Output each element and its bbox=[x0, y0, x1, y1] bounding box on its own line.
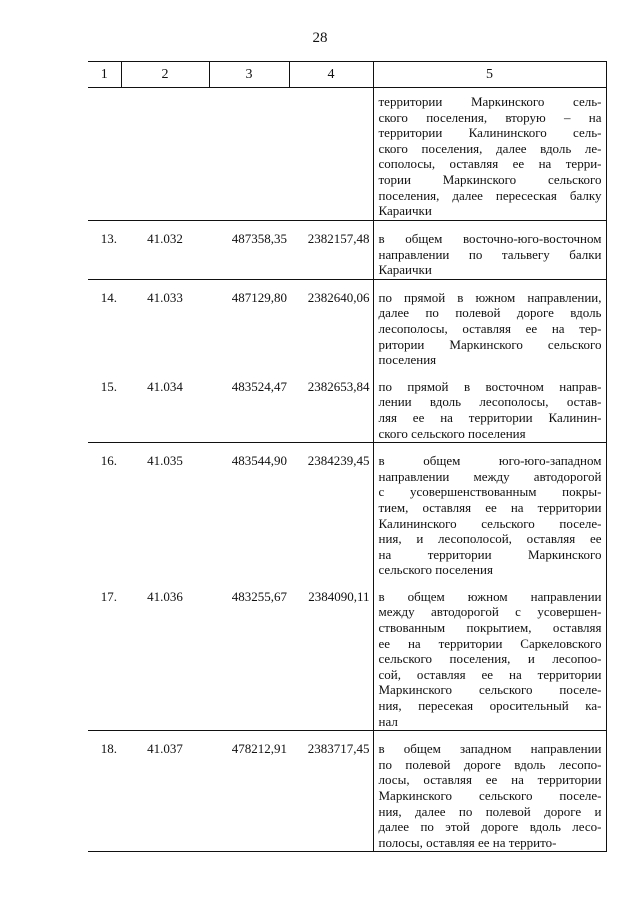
description-line: в общем юго-юго-западном bbox=[378, 453, 602, 469]
description-line: Маркинского сельского поселе- bbox=[378, 682, 602, 698]
description-line: поселения bbox=[378, 352, 437, 368]
description-line: территории Калининского сель- bbox=[378, 125, 602, 141]
number-cell: 18. bbox=[88, 731, 121, 852]
description-line: ского поселения, далее вдоль ле- bbox=[378, 140, 602, 156]
description-line: по прямой в восточном направ- bbox=[378, 378, 602, 394]
number-cell bbox=[88, 88, 121, 221]
description-line: в общем западном направлении bbox=[378, 741, 602, 757]
column-header: 3 bbox=[209, 62, 289, 88]
code-cell: 41.036 bbox=[121, 579, 209, 731]
number-cell: 13. bbox=[88, 221, 121, 280]
code-cell: 41.032 bbox=[121, 221, 209, 280]
description-line: полосы, оставляя ее на террито- bbox=[378, 834, 557, 850]
description-line: ского поселения, вторую – на bbox=[378, 109, 602, 125]
x-cell: 483544,90 bbox=[231, 453, 287, 469]
description-cell bbox=[373, 731, 606, 852]
y-cell: 2382653,84 bbox=[289, 369, 373, 443]
description-line: направлении между автодорогой bbox=[378, 468, 602, 484]
code-cell: 41.034 bbox=[121, 369, 209, 443]
number-cell: 16. bbox=[100, 453, 117, 469]
table-row bbox=[88, 443, 606, 579]
description-line: сополосы, оставляя ее на терри- bbox=[378, 156, 602, 172]
description-line: ского сельского поселения bbox=[378, 425, 526, 441]
description-line: Караички bbox=[378, 203, 432, 219]
description-line: далее по полевой дороге вдоль bbox=[378, 305, 602, 321]
description-line: сельского поселения, и лесопоо- bbox=[378, 651, 602, 667]
table-row-continuation bbox=[88, 88, 606, 221]
y-cell: 2384239,45 bbox=[307, 453, 370, 469]
page-number: 28 bbox=[312, 30, 328, 46]
table-row bbox=[88, 579, 606, 731]
column-header: 4 bbox=[289, 62, 373, 88]
table-body bbox=[88, 88, 606, 852]
description-line: нал bbox=[378, 713, 398, 729]
x-cell: 483524,47 bbox=[209, 369, 289, 443]
column-header: 1 bbox=[88, 62, 121, 88]
table-row bbox=[88, 731, 606, 852]
x-cell bbox=[209, 88, 289, 221]
code-cell: 41.035 bbox=[147, 453, 183, 469]
description-line: по прямой в южном направлении, bbox=[378, 289, 602, 305]
boundary-table bbox=[88, 61, 607, 852]
description-line: ния, далее по полевой дороге и bbox=[378, 803, 602, 819]
x-cell: 487358,35 bbox=[209, 221, 289, 280]
y-cell: 2382640,06 bbox=[307, 289, 370, 305]
table-row bbox=[88, 279, 606, 368]
description-line: между автодорогой с усовершен- bbox=[378, 604, 602, 620]
description-line: направлении по тальвегу балки bbox=[378, 246, 602, 262]
description-cell bbox=[373, 579, 606, 731]
description-line: ния, и лесополосой, оставляя ее bbox=[378, 531, 602, 547]
column-header: 2 bbox=[121, 62, 209, 88]
table-header-row bbox=[88, 62, 606, 88]
description-cell bbox=[373, 279, 606, 368]
column-header: 5 bbox=[373, 62, 606, 88]
description-line: лесополосы, оставляя ее на тер- bbox=[378, 320, 602, 336]
x-cell: 478212,91 bbox=[209, 731, 289, 852]
description-line: сой, оставляя ее на территории bbox=[378, 666, 602, 682]
description-cell bbox=[373, 221, 606, 280]
description-cell bbox=[373, 443, 606, 579]
code-cell bbox=[121, 88, 209, 221]
description-cell bbox=[373, 88, 606, 221]
description-line: сельского поселения bbox=[378, 562, 493, 578]
table-row bbox=[88, 221, 606, 280]
description-line: ствованным покрытием, оставляя bbox=[378, 620, 602, 636]
description-line: далее по этой дороге вдоль лесо- bbox=[378, 819, 602, 835]
description-line: Маркинского сельского поселе- bbox=[378, 788, 602, 803]
x-cell: 487129,80 bbox=[231, 289, 287, 305]
description-line: лении вдоль лесополосы, остав- bbox=[378, 394, 602, 410]
description-line: тории Маркинского сельского bbox=[378, 171, 602, 187]
y-cell: 2383717,45 bbox=[289, 731, 373, 852]
number-cell: 17. bbox=[88, 579, 121, 731]
table-row bbox=[88, 369, 606, 443]
description-line: лосы, оставляя ее на территории bbox=[378, 772, 602, 788]
y-cell: 2382157,48 bbox=[289, 221, 373, 280]
code-cell: 41.037 bbox=[121, 731, 209, 852]
description-line: ритории Маркинского сельского bbox=[378, 336, 602, 352]
description-line: с усовершенствованным покры- bbox=[378, 484, 602, 500]
description-line: территории Маркинского сель- bbox=[378, 94, 602, 109]
description-line: Караички bbox=[378, 262, 432, 278]
description-line: Калининского сельского поселе- bbox=[378, 515, 602, 531]
description-line: в общем южном направлении bbox=[378, 588, 602, 604]
description-line: в общем восточно-юго-восточном bbox=[378, 231, 602, 246]
y-cell bbox=[289, 88, 373, 221]
description-line: ляя ее на территории Калинин- bbox=[378, 409, 602, 425]
description-line: на территории Маркинского bbox=[378, 546, 602, 562]
description-line: ния, пересекая оросительный ка- bbox=[378, 698, 602, 714]
description-line: ее на территории Саркеловского bbox=[378, 635, 602, 651]
y-cell: 2384090,11 bbox=[289, 579, 373, 731]
code-cell: 41.033 bbox=[147, 289, 183, 305]
number-cell: 15. bbox=[88, 369, 121, 443]
description-line: тием, оставляя ее на территории bbox=[378, 499, 602, 515]
description-line: поселения, далее пересеская балку bbox=[378, 187, 602, 203]
number-cell: 14. bbox=[100, 289, 117, 305]
description-cell bbox=[373, 369, 606, 443]
x-cell: 483255,67 bbox=[209, 579, 289, 731]
description-line: по полевой дороге вдоль лесопо- bbox=[378, 756, 602, 772]
